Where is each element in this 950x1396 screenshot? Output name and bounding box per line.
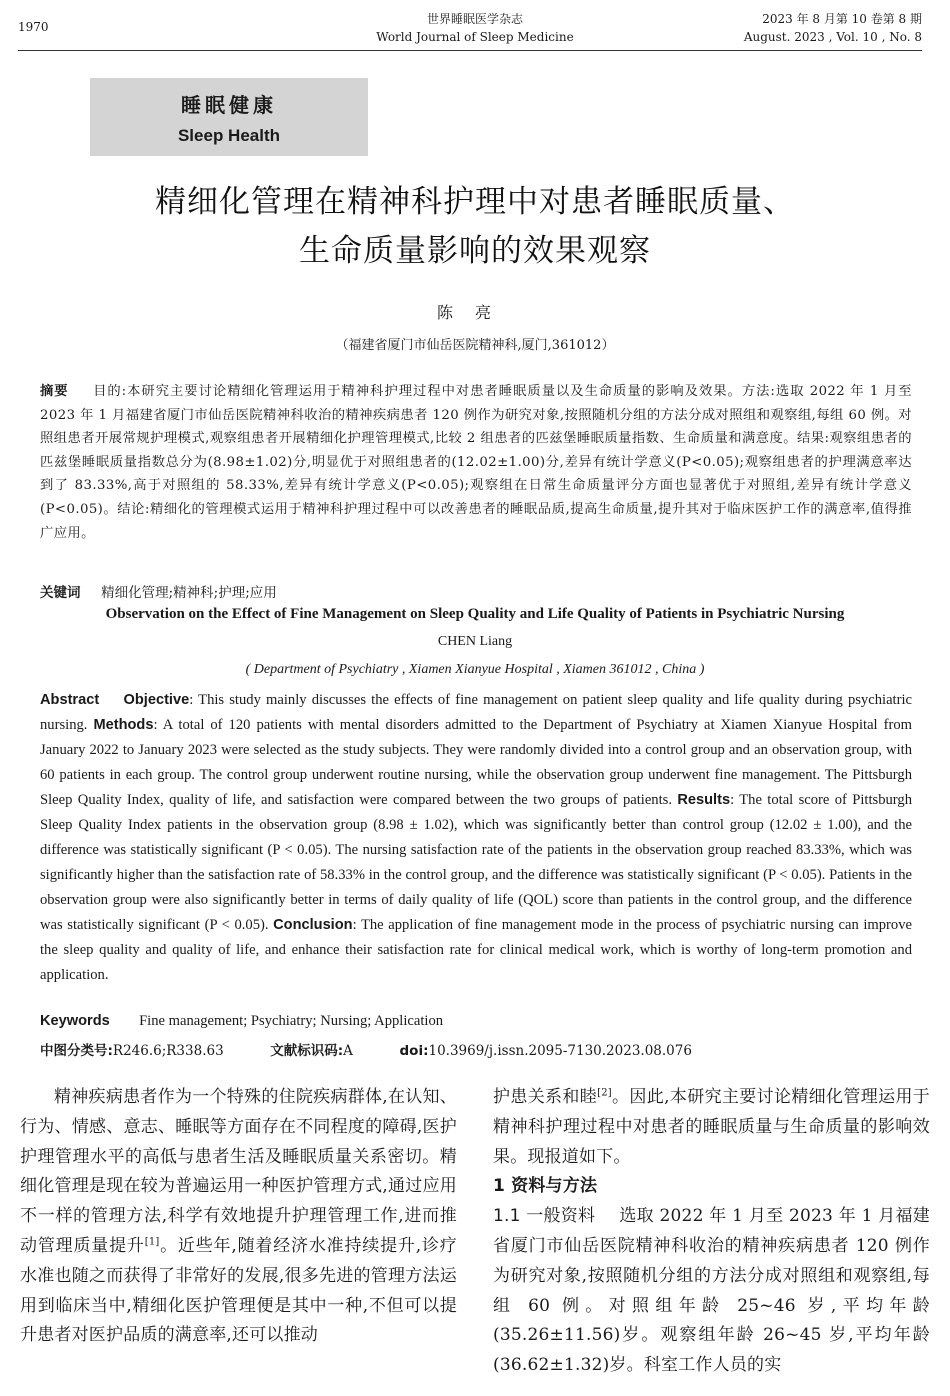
clc-value: R246.6;R338.63 [112,1043,224,1059]
citation-1: [1] [144,1236,160,1248]
methods-label: Methods [93,717,154,733]
doi-value: 10.3969/j.issn.2095-7130.2023.08.076 [428,1043,692,1059]
citation-2: [2] [597,1087,612,1099]
clc-label: 中图分类号: [40,1043,113,1059]
author-name: 陈亮 [436,303,513,322]
english-title: Observation on the Effect of Fine Management on Sleep Quality and Life Quality of Patients in Psychiatric Nursing [105,606,845,622]
doc-code-label: 文献标识码: [270,1043,344,1059]
subsection-1-1 [493,1202,930,1381]
section-label-en: Sleep Health [177,125,281,145]
para1-text-a: 精神疾病患者作为一个特殊的住院疾病群体,在认知、行为、情感、意志、睡眠等方面存在不同程度的障碍,医护护理管理水平的高低与患者生活及睡眠质量关系密切。精细化管理是现在较为普遍运用一种医护管理方式,通过应用不一样的管理方法,科学有效地提升护理管理工作,进而推动管理质量提升 [20,1087,457,1256]
article-title-line1: 精细化管理在精神科护理中对患者睡眠质量、 [155,184,795,220]
para1-text-b: 。近些年,随着经济水准持续提升,诊疗水准也随之而获得了非常好的发展,很多先进的管理方法运用到临床当中,精细化医护管理便是其中一种,不但可以提升患者对医护品质的满意率,还可以推动 [20,1235,457,1346]
doc-code-value: A [343,1043,353,1059]
body-column-right [493,1083,930,1381]
para1-text-d: 。因此,本研究主要讨论精细化管理运用于精神科护理过程中对患者的睡眠质量与生命质量的影响效果。现报道如下。 [493,1087,931,1167]
keywords-cn-text: 精细化管理;精神科;护理;应用 [101,585,277,601]
subsection-1-1-label: 1.1 一般资料 [493,1206,596,1227]
classification-line [40,1039,692,1059]
para1-text-c: 护患关系和睦 [493,1087,598,1107]
issue-info-cn: 2023 年 8 月第 10 卷第 8 期 [762,12,922,26]
issue-info [744,10,922,46]
issue-info-en: August. 2023 , Vol. 10 , No. 8 [743,30,922,44]
abstract-en-label: Abstract [40,692,100,708]
keywords-en [40,1013,443,1030]
conclusion-text: : The application of fine management mode in the process of psychiatric nursing can improve the sleep quality and quality of life, and enhance their satisfaction rate for clinical medical work, which is worthy of long-term promotion and application. [40,917,912,983]
abstract-cn-text: 目的:本研究主要讨论精细化管理运用于精神科护理过程中对患者睡眠质量以及生命质量的影响及效果。方法:选取 2022 年 1 月至 2023 年 1 月福建省厦门市仙岳医院精神科收治的精神疾病患者 120 例作为研究对象,按照随机分组的方法分成对照组和观察组,每组 60 例。对照组患者开展常规护理模式,观察组患者开展精细化护理管理模式,比较 2 组患者的匹兹堡睡眠质量指数、生命质量和满意度。结果:观察组患者的匹兹堡睡眠质量指数总分为(8.98±1.02)分,明显优于对照组患者的(12.02±1.00)分,差异有统计学意义(P<0.05);观察组患者的护理满意率达到了 83.33%,高于对照组的 58.33%,差异有统计学意义(P<0.05);观察组在日常生命质量评分方面也显著优于对照组,差异有统计学意义(P<0.05)。结论:精细化的管理模式运用于精神科护理过程中可以改善患者的睡眠品质,提高生命质量,提升其对于临床医护工作的满意率,值得推广应用。 [40,384,912,541]
keywords-en-text: Fine management; Psychiatry; Nursing; Application [139,1013,444,1029]
journal-name-cn: 世界睡眠医学杂志 [426,12,523,26]
objective-text: : This study mainly discusses the effects of fine management on patient sleep quality and life quality during psychiatric nursing. [40,692,912,733]
keywords-cn-label: 关键词 [40,585,81,601]
article-title [40,178,910,276]
results-text: : The total score of Pittsburgh Sleep Quality Index patients in the observation group (8.98 ± 1.02), which was significantly better than control group (12.02 ± 1.00), and the difference was statistically significant (P < 0.05). The nursing satisfaction rate of the patients in the observation group reached 83.33%, which was significantly higher than the satisfaction rate of 58.33% in the control group, and the difference was statistically significant (P < 0.05). Patients in the observation group were also significantly better in terms of daily quality of life (QOL) score than patients in the control group, and the difference was statistically significant (P < 0.05). [40,792,913,933]
journal-name [300,10,650,46]
doi-label: doi: [399,1043,429,1059]
subsection-1-1-text: 选取 2022 年 1 月至 2023 年 1 月福建省厦门市仙岳医院精神科收治的精神疾病患者 120 例作为研究对象,按照随机分组的方法分成对照组和观察组,每组 60 例。对照组年龄 25~46 岁,平均年龄(35.26±11.56)岁。观察组年龄 26~45 岁,平均年龄(36.62±1.32)岁。科室工作人员的实 [493,1206,930,1376]
journal-name-en: World Journal of Sleep Medicine [376,30,574,44]
body-paragraph-1 [20,1083,457,1351]
body-column-left [20,1083,457,1351]
conclusion-label: Conclusion [273,917,353,933]
section-label-cn: 睡眠健康 [181,92,277,117]
section-heading-1: 1 资料与方法 [493,1176,598,1197]
body-paragraph-1-cont [493,1083,930,1172]
methods-text: : A total of 120 patients with mental disorders admitted to the Department of Psychiatry at Xiamen Xianyue Hospital from January 2022 to January 2023 were selected as the study subjects. They were randomly divided into a control group and an observation group, with 60 patients in each group. The control group underwent routine nursing, while the observation group underwent fine management. The Pittsburgh Sleep Quality Index, quality of life, and satisfaction were compared between the two groups of patients. [40,717,912,808]
header-rule [18,50,922,51]
english-author: CHEN Liang [437,634,513,649]
abstract-en [40,688,912,988]
keywords-cn [40,581,277,601]
author-affiliation: （福建省厦门市仙岳医院精神科,厦门,361012） [335,338,615,353]
abstract-cn [40,380,912,545]
article-title-line2: 生命质量影响的效果观察 [299,233,651,269]
page-number: 1970 [18,20,49,34]
keywords-en-label: Keywords [40,1013,110,1029]
results-label: Results [677,792,731,808]
section-label-box [90,78,368,156]
objective-label: Objective [123,692,190,708]
english-affiliation: ( Department of Psychiatry , Xiamen Xianyue Hospital , Xiamen 361012 , China ) [245,662,705,677]
abstract-cn-label: 摘要 [40,384,69,399]
